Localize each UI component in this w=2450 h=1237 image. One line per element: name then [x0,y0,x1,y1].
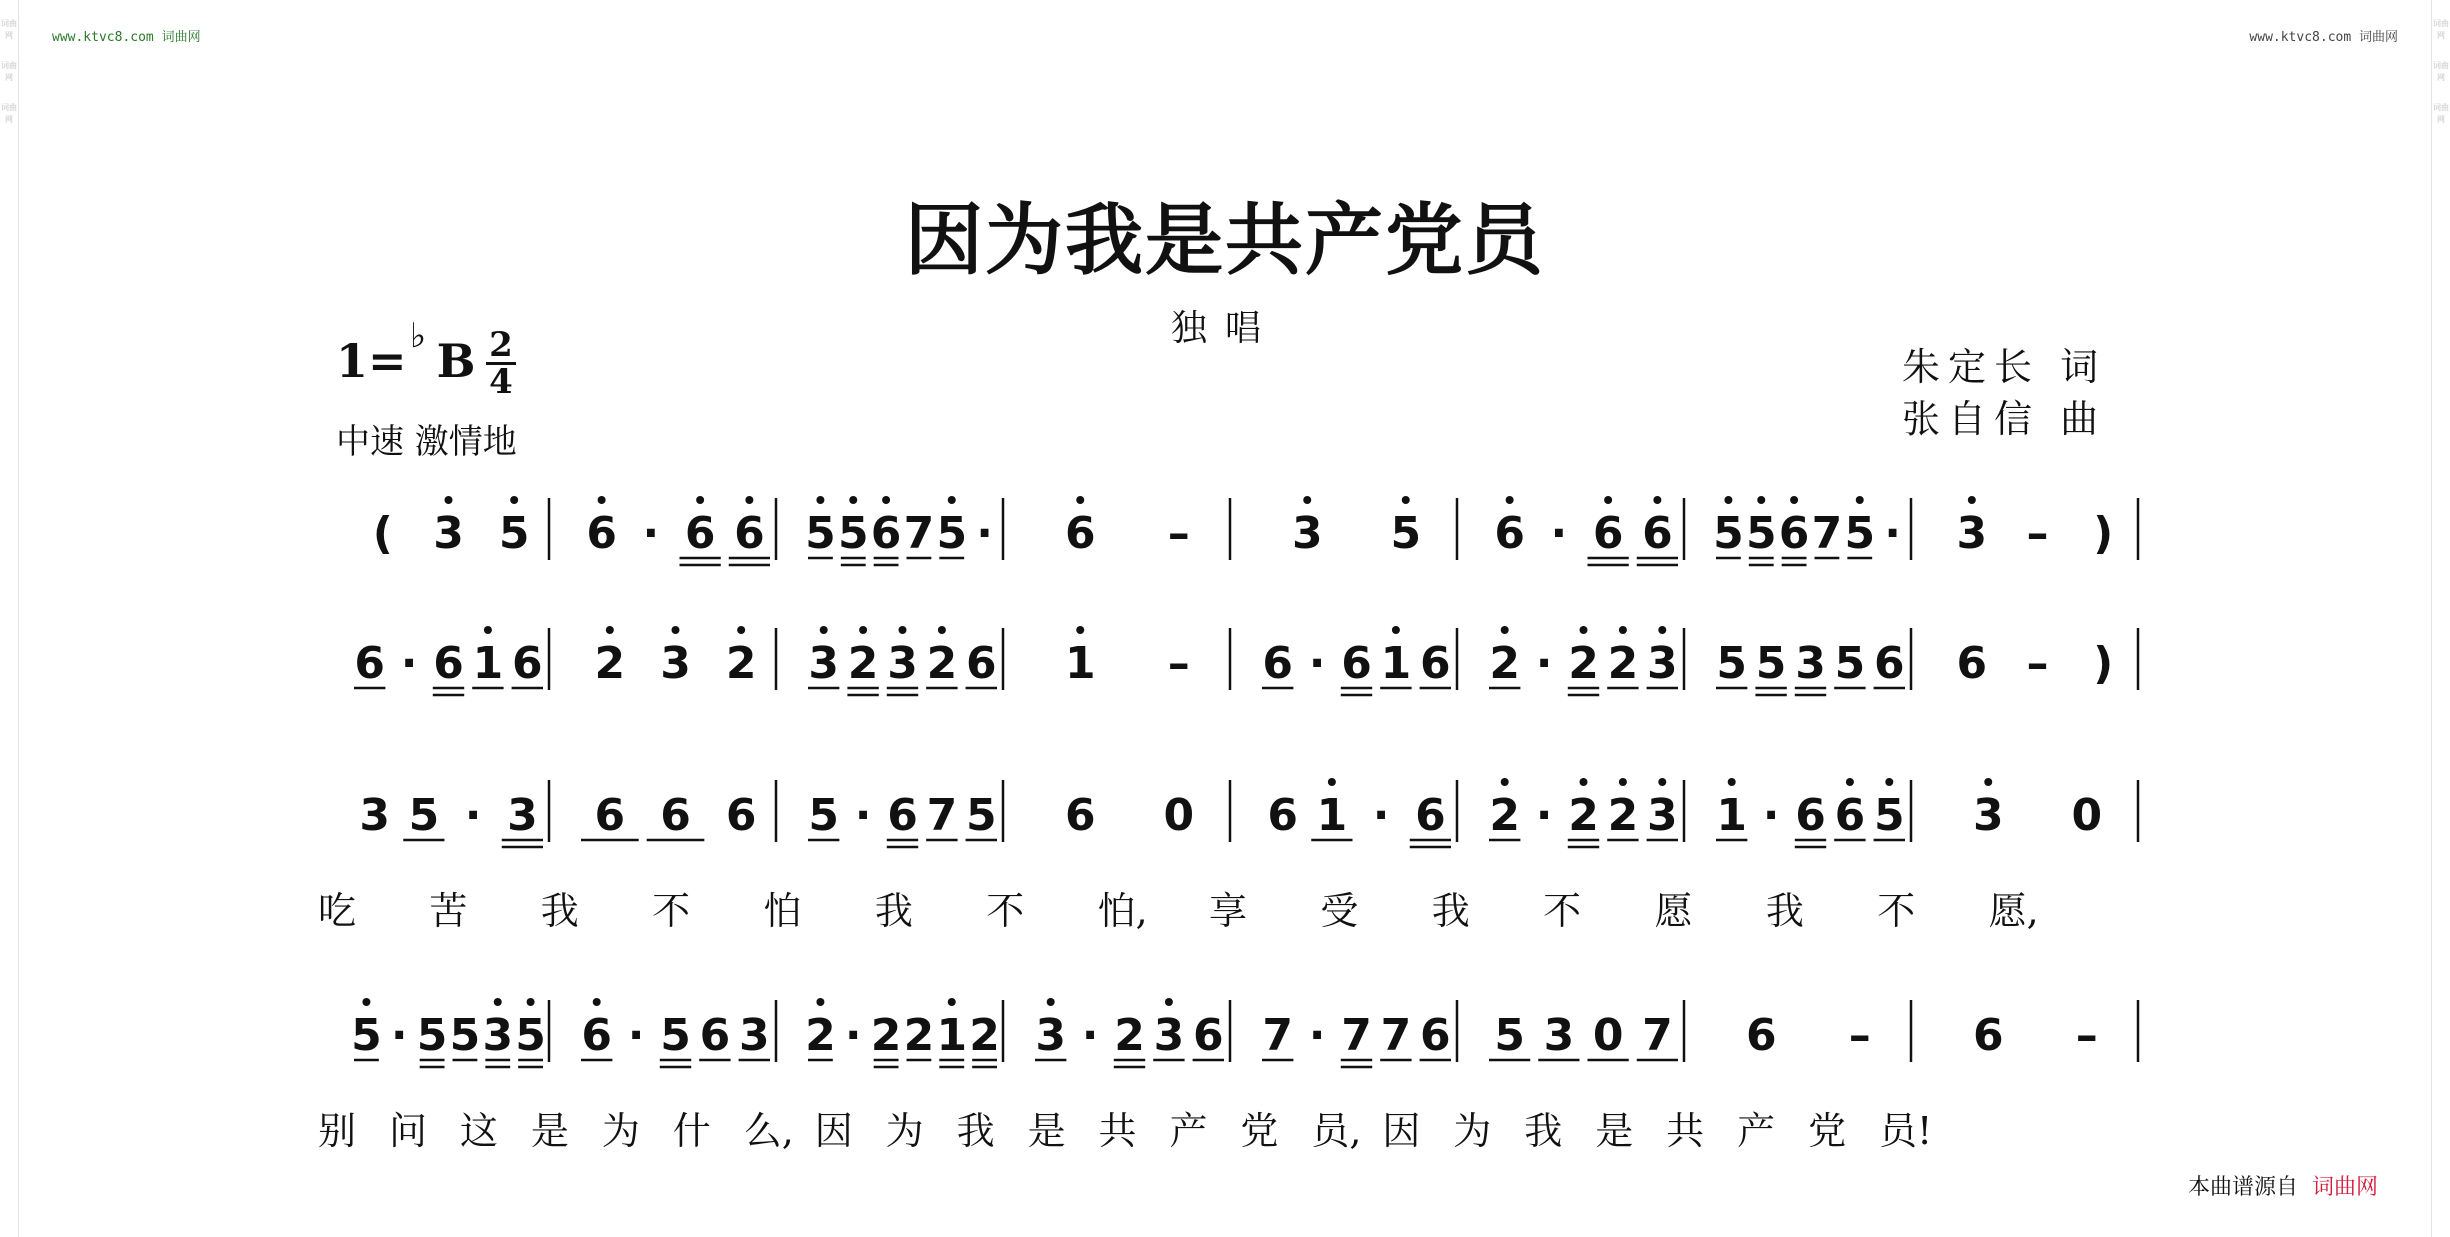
score-note: 7 [1811,508,1843,559]
octave-dot [445,496,453,504]
octave-dot [737,626,745,634]
score-note: 6 [1341,638,1372,689]
lyric-syllable: 党 [1808,1109,1847,1153]
score-note: 5 [1755,638,1787,689]
lyric-syllable: 是 [530,1109,569,1153]
lyric-syllable: 愿 [1654,889,1693,933]
lyric-syllable: 我 [1431,889,1470,933]
score-note: 5 [965,790,997,841]
lyric-syllable: 员! [1879,1109,1933,1153]
octave-dot [593,998,601,1006]
octave-dot [816,998,824,1006]
score-note: 3 [1543,1010,1575,1061]
score-note: ( [372,508,393,559]
score-note: 6 [1956,638,1988,689]
score-note: 3 [507,790,538,841]
octave-dot [849,496,857,504]
octave-dot [1501,778,1509,786]
score-note: 5 [1745,508,1777,559]
octave-dot [948,998,956,1006]
score-note: 2 [1607,638,1639,689]
lyric-syllable: 共 [1666,1109,1705,1153]
key-equals: = [368,334,407,388]
score-note: ) [2093,508,2114,559]
lyric-syllable: 为 [601,1109,640,1153]
octave-dot [1303,496,1311,504]
lyric-syllable: 为 [885,1109,924,1153]
octave-dot [1580,778,1588,786]
octave-dot [1392,626,1400,634]
score-note: 7 [1380,1010,1412,1061]
score-note: 6 [660,790,691,841]
lyric-syllable: 什 [672,1109,711,1153]
score-note: 2 [1568,790,1599,841]
octave-dot [598,496,606,504]
score-note: 7 [903,508,935,559]
score-note: 5 [1834,638,1866,689]
lyric-syllable: 我 [1765,889,1804,933]
lyric-syllable: 我 [956,1109,995,1153]
score-note: 0 [1163,790,1195,841]
lyric-syllable: 怕, [1097,889,1148,933]
score-note: – [1167,638,1190,689]
lyric-syllable: 苦 [429,889,468,933]
score-note: 2 [1568,638,1599,689]
lyric-syllable: 享 [1209,889,1248,933]
score-note: 6 [433,638,464,689]
lyric-syllable: 我 [874,889,913,933]
score-note: 2 [1489,790,1521,841]
score-note: 6 [1064,790,1096,841]
score-note: 5 [1844,508,1876,559]
octave-dot [527,998,535,1006]
octave-dot [899,626,907,634]
score-note: 3 [1291,508,1323,559]
score-note: · [844,1010,862,1061]
octave-dot [859,626,867,634]
score-note: · [1535,790,1553,841]
lyric-syllable: 共 [1098,1109,1137,1153]
score-note: 6 [1262,638,1294,689]
score-note: 6 [1745,1010,1777,1061]
score-note: 6 [511,638,543,689]
octave-dot [1619,778,1627,786]
octave-dot [882,496,890,504]
score-note: · [1308,1010,1326,1061]
score-note: 6 [1795,790,1826,841]
lyric-syllable: 不 [1877,889,1916,933]
octave-dot [510,496,518,504]
score-note: 6 [1834,790,1866,841]
score-note: 1 [936,1010,968,1061]
score-note: 5 [1494,1010,1525,1061]
score-note: 1 [1716,790,1748,841]
score-note: 5 [515,1010,546,1061]
score-note: 3 [1956,508,1988,559]
score-note: 2 [594,638,626,689]
score-note: · [390,1010,408,1061]
score-note: 6 [1592,508,1624,559]
song-title: 因为我是共产党员 [904,195,1545,286]
site-url-left[interactable]: www.ktvc8.com 词曲网 [52,30,201,45]
lyric-syllable: 这 [459,1109,498,1153]
score-note: 6 [1419,1010,1451,1061]
octave-dot [1856,496,1864,504]
octave-dot [1165,998,1173,1006]
score-note: · [854,790,872,841]
score-note: 2 [725,638,757,689]
score-note: 2 [926,638,958,689]
lyric-syllable: 是 [1595,1109,1634,1153]
composer-credit: 张自信 曲 [1902,397,2107,441]
score-note: 1 [472,638,504,689]
score-note: 6 [699,1010,731,1061]
score-note: · [642,508,660,559]
octave-dot [1984,778,1992,786]
octave-dot [1653,496,1661,504]
octave-dot [1076,496,1084,504]
score-note: 0 [1592,1010,1624,1061]
lyric-syllable: 不 [1543,889,1582,933]
octave-dot [1506,496,1514,504]
score-note: · [1762,790,1780,841]
score-note: 7 [1341,1010,1372,1061]
octave-dot [938,626,946,634]
score-note: 6 [734,508,765,559]
score-note: 1 [1064,638,1096,689]
score-note: 5 [408,790,440,841]
score-note: 3 [660,638,691,689]
lyric-syllable: 愿, [1988,889,2039,933]
score-note: 1 [1316,790,1348,841]
score-note: – [2026,638,2049,689]
score-note: 7 [1262,1010,1294,1061]
score-note: 5 [1390,508,1422,559]
lyric-syllable: 员, [1311,1109,1362,1153]
score-note: 6 [586,508,617,559]
score-note: 3 [1795,638,1826,689]
score-note: 6 [1064,508,1096,559]
score-note: 6 [1267,790,1298,841]
score-note: 3 [738,1010,770,1061]
score-note: 6 [725,790,757,841]
time-signature-numerator: 2 [489,325,513,365]
lyric-syllable: 为 [1453,1109,1492,1153]
score-note: 5 [1716,638,1748,689]
score-note: – [2075,1010,2098,1061]
flat-sign: ♭ [410,316,427,356]
source-label: 本曲谱源自 [2188,1175,2299,1200]
octave-dot [696,496,704,504]
score-note: · [1372,790,1390,841]
source-note [2188,1170,2378,1201]
octave-dot [672,626,680,634]
lyric-syllable: 怕 [763,889,802,933]
score-note: 3 [1035,1010,1067,1061]
score-note: · [464,790,482,841]
octave-dot [1328,778,1336,786]
score-note: · [976,508,993,559]
score-note: 5 [936,508,968,559]
octave-dot [606,626,614,634]
score-note: 0 [2071,790,2103,841]
score-note: 6 [1494,508,1525,559]
score-note: 3 [1153,1010,1185,1061]
score-note: 6 [594,790,626,841]
score-note: 6 [1192,1010,1224,1061]
octave-dot [1047,998,1055,1006]
score-note: 3 [808,638,840,689]
lyricist-credit: 朱定长 词 [1902,345,2107,389]
octave-dot [1968,496,1976,504]
lyric-syllable: 不 [652,889,691,933]
score-note: · [400,638,418,689]
score-note: 1 [1380,638,1412,689]
octave-dot [494,998,502,1006]
score-note: 6 [965,638,997,689]
score-note: 3 [482,1010,514,1061]
octave-dot [1790,496,1798,504]
octave-dot [745,496,753,504]
score-note: 5 [837,508,869,559]
score-note: 5 [805,508,836,559]
score-note: 2 [1489,638,1521,689]
score-note: 5 [808,790,840,841]
score-note: 6 [1415,790,1446,841]
score-note: 5 [351,1010,382,1061]
key-one: 1 [336,334,369,388]
score-note: 3 [1646,638,1678,689]
score-note: 3 [1646,790,1678,841]
score-note: 6 [887,790,918,841]
score-note: 5 [449,1010,481,1061]
octave-dot [1076,626,1084,634]
lyric-syllable: 产 [1737,1109,1776,1153]
score-note: 6 [354,638,386,689]
score-note: 3 [433,508,464,559]
lyric-syllable: 我 [540,889,579,933]
octave-dot [1658,778,1666,786]
lyric-syllable: 是 [1027,1109,1066,1153]
lyric-syllable: 因 [814,1109,853,1153]
score-note: 2 [870,1010,902,1061]
octave-dot [484,626,492,634]
score-note: 5 [1873,790,1905,841]
performance-type: 独唱 [1170,308,1279,349]
octave-dot [1402,496,1410,504]
score-note: 6 [870,508,902,559]
octave-dot [1885,778,1893,786]
score-note: 3 [887,638,918,689]
source-site-link[interactable]: 词曲网 [2312,1175,2379,1200]
lyric-syllable: 么, [743,1109,794,1153]
score-note: · [1884,508,1901,559]
score-note: 6 [581,1010,613,1061]
score-note: 6 [1873,638,1905,689]
score-note: 2 [903,1010,935,1061]
lyric-syllable: 问 [388,1109,427,1153]
site-url-right[interactable]: www.ktvc8.com 词曲网 [2249,30,2398,45]
score-note: 3 [359,790,390,841]
score-note: 5 [416,1010,448,1061]
score-note: – [1848,1010,1871,1061]
octave-dot [820,626,828,634]
score-note: 2 [1114,1010,1145,1061]
score-note: 6 [1972,1010,2004,1061]
score-note: · [1535,638,1553,689]
left-margin-watermark: 词曲网 词曲网 词曲网 [0,0,19,1237]
lyric-syllable: 吃 [318,889,357,933]
lyric-syllable: 受 [1320,889,1359,933]
right-margin-watermark: 词曲网 词曲网 词曲网 [2431,0,2450,1237]
score-note: 2 [969,1010,1000,1061]
time-signature-denominator: 4 [486,362,516,399]
octave-dot [1757,496,1765,504]
lyric-syllable: 因 [1382,1109,1421,1153]
key-note: B [436,334,476,388]
score-note: · [627,1010,645,1061]
octave-dot [948,496,956,504]
score-note: ) [2093,638,2114,689]
score-note: – [2026,508,2049,559]
octave-dot [1604,496,1612,504]
tempo-marking: 中速 激情地 [336,422,517,462]
octave-dot [816,496,824,504]
score-note: 2 [805,1010,836,1061]
octave-dot [1619,626,1627,634]
score-note: 5 [1713,508,1744,559]
octave-dot [1580,626,1588,634]
score-note: 2 [1607,790,1639,841]
score-note: 5 [660,1010,691,1061]
score-note: – [1167,508,1190,559]
octave-dot [1658,626,1666,634]
score-note: 7 [1642,1010,1673,1061]
score-note: · [1550,508,1568,559]
octave-dot [362,998,370,1006]
score-note: 6 [1778,508,1810,559]
lyric-syllable: 产 [1169,1109,1208,1153]
score-note: · [1308,638,1326,689]
octave-dot [1724,496,1732,504]
lyric-syllable: 别 [318,1109,357,1153]
score-note: 6 [684,508,716,559]
lyric-syllable: 不 [986,889,1025,933]
score-note: 6 [1642,508,1673,559]
lyric-syllable: 我 [1524,1109,1563,1153]
octave-dot [1846,778,1854,786]
lyric-syllable: 党 [1240,1109,1279,1153]
score-note: 5 [498,508,530,559]
octave-dot [1728,778,1736,786]
score-note: 2 [847,638,879,689]
score-note: · [1081,1010,1099,1061]
score-note: 3 [1972,790,2004,841]
score-note: 7 [926,790,958,841]
score-note: 6 [1419,638,1451,689]
octave-dot [1501,626,1509,634]
